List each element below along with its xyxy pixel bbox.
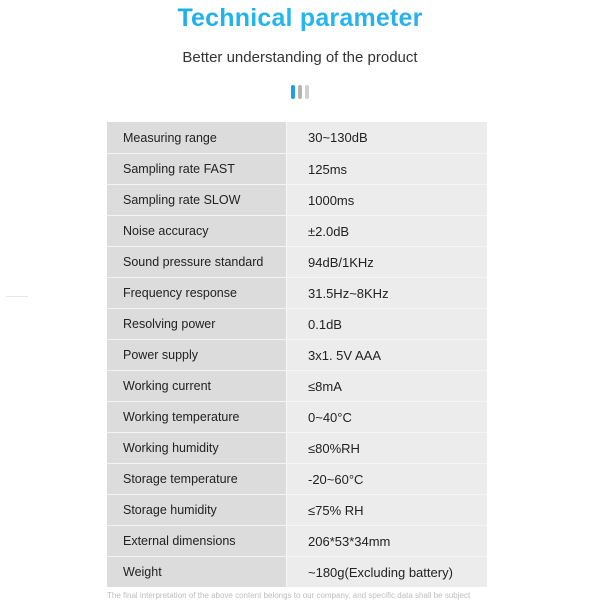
spec-label: Power supply	[107, 339, 286, 370]
spec-label: Storage temperature	[107, 463, 286, 494]
spec-value: 31.5Hz~8KHz	[286, 277, 487, 308]
spec-value: ≤8mA	[286, 370, 487, 401]
spec-value: ~180g(Excluding battery)	[286, 556, 487, 587]
bar-gray	[298, 85, 302, 99]
bar-light-gray	[305, 85, 309, 99]
spec-value: 0~40°C	[286, 401, 487, 432]
table-row	[107, 494, 487, 525]
spec-label: Frequency response	[107, 277, 286, 308]
spec-value: 0.1dB	[286, 308, 487, 339]
table-row	[107, 339, 487, 370]
table-row	[107, 246, 487, 277]
spec-value: ±2.0dB	[286, 215, 487, 246]
decorative-bars-icon	[291, 85, 309, 99]
spec-value: ≤80%RH	[286, 432, 487, 463]
table-row	[107, 122, 487, 153]
spec-value: 30~130dB	[286, 122, 487, 153]
spec-label: Noise accuracy	[107, 215, 286, 246]
spec-label: Storage humidity	[107, 494, 286, 525]
table-row	[107, 308, 487, 339]
spec-value: 94dB/1KHz	[286, 246, 487, 277]
spec-label: Working temperature	[107, 401, 286, 432]
spec-value: ≤75% RH	[286, 494, 487, 525]
spec-label: Sound pressure standard	[107, 246, 286, 277]
table-row	[107, 463, 487, 494]
footnote: The final interpretation of the above content belongs to our company, and specific data shall be subject	[107, 591, 471, 600]
spec-value: -20~60°C	[286, 463, 487, 494]
spec-label: Sampling rate FAST	[107, 153, 286, 184]
table-row	[107, 277, 487, 308]
spec-label: Working current	[107, 370, 286, 401]
spec-label: Resolving power	[107, 308, 286, 339]
table-row	[107, 215, 487, 246]
spec-label: Working humidity	[107, 432, 286, 463]
page-title: Technical parameter	[0, 4, 600, 33]
spec-label: External dimensions	[107, 525, 286, 556]
table-row	[107, 153, 487, 184]
spec-label: Weight	[107, 556, 286, 587]
table-row	[107, 432, 487, 463]
bar-blue	[291, 85, 295, 99]
table-row	[107, 370, 487, 401]
table-row	[107, 401, 487, 432]
spec-value: 1000ms	[286, 184, 487, 215]
divider	[6, 296, 28, 297]
spec-table	[107, 122, 487, 587]
page-subtitle: Better understanding of the product	[182, 49, 418, 66]
spec-value: 125ms	[286, 153, 487, 184]
spec-value: 3x1. 5V AAA	[286, 339, 487, 370]
spec-value: 206*53*34mm	[286, 525, 487, 556]
table-row	[107, 184, 487, 215]
spec-label: Sampling rate SLOW	[107, 184, 286, 215]
table-row	[107, 525, 487, 556]
table-row	[107, 556, 487, 587]
spec-label: Measuring range	[107, 122, 286, 153]
